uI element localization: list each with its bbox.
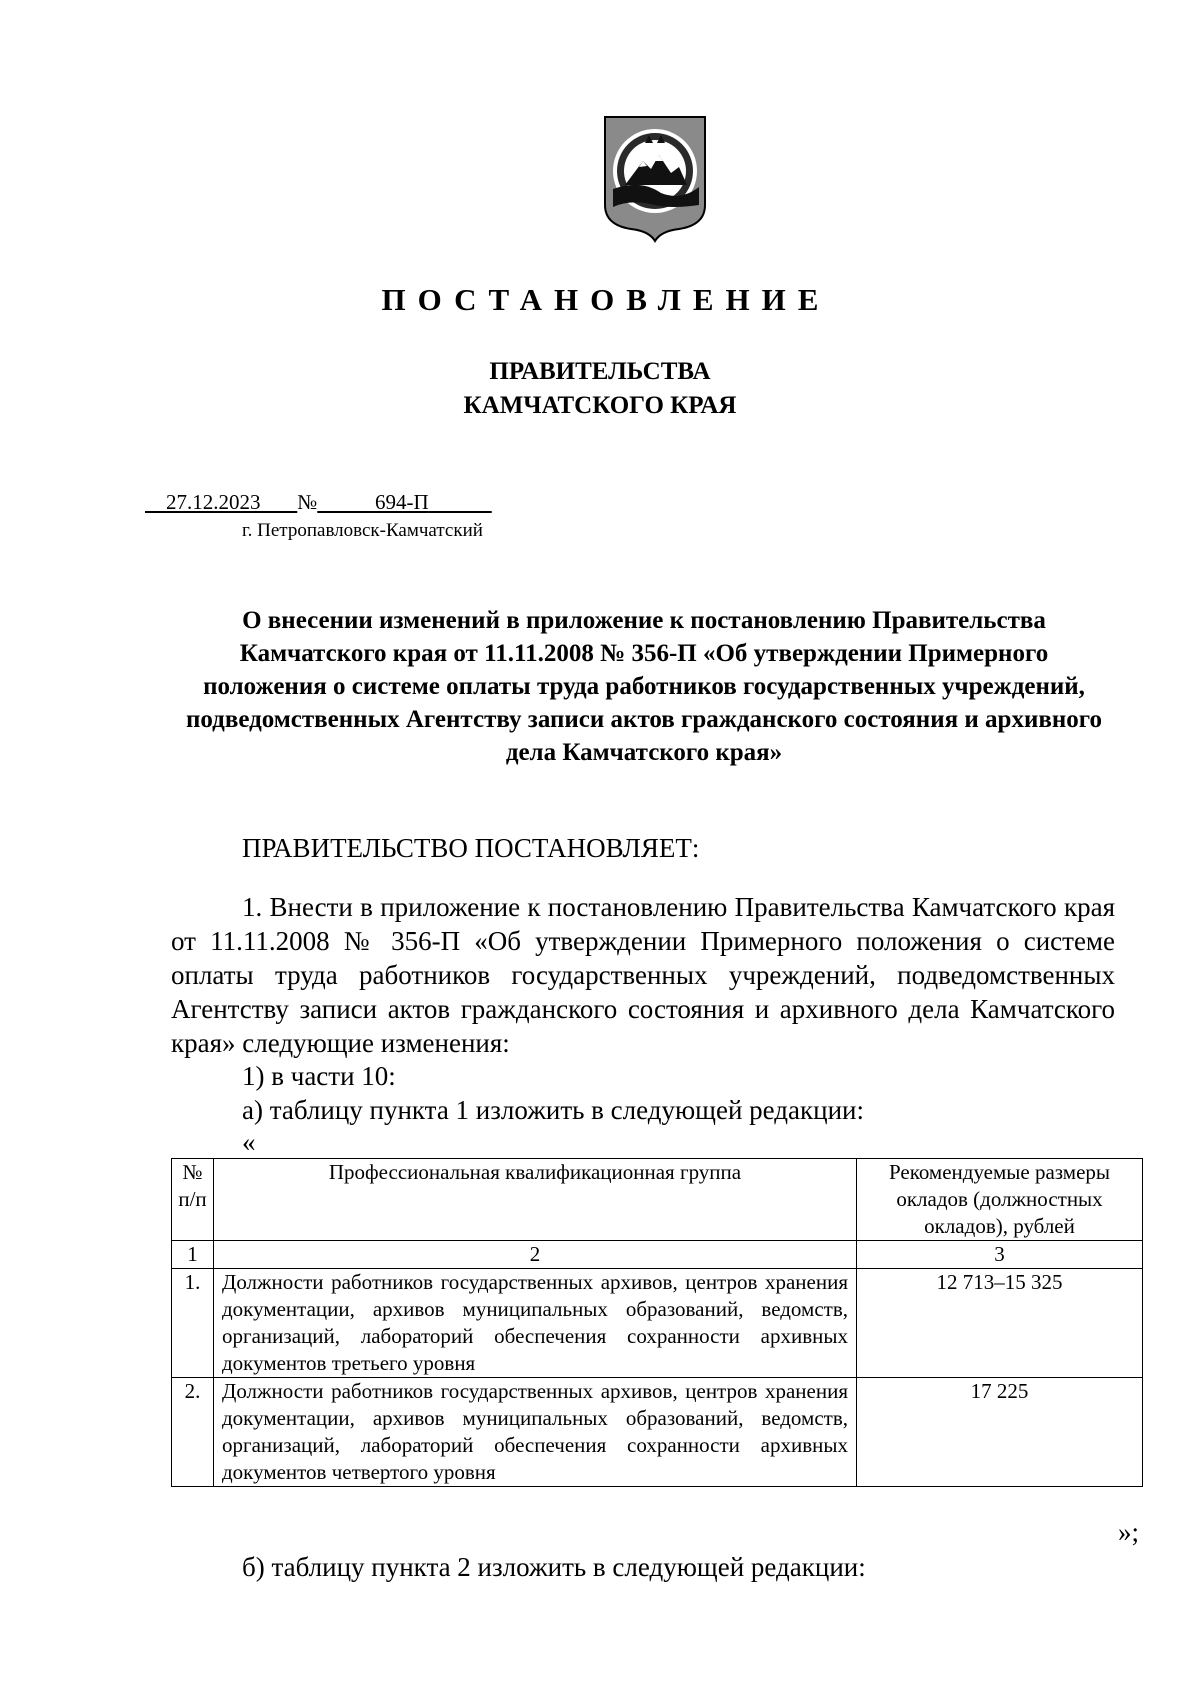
header-group: Профессиональная квалификационная группа: [214, 1159, 857, 1241]
table-row: [172, 1378, 1143, 1487]
row-group: Должности работников государственных архивов, центров хранения документации, архивов муниципальных образований, ведомств, организаций, лабораторий обеспечения сохранности архивных документов третьего уровня: [214, 1269, 857, 1378]
row-number: 2.: [172, 1378, 214, 1487]
salary-table: [171, 1158, 1143, 1487]
row-group: Должности работников государственных архивов, центров хранения документации, архивов муниципальных образований, ведомств, организаций, лабораторий обеспечения сохранности архивных документов четвертого уровня: [214, 1378, 857, 1487]
column-number-2: 2: [214, 1241, 857, 1269]
date-number-line: [145, 490, 492, 515]
close-quote: »;: [1118, 1517, 1140, 1547]
issuer-line-2: КАМЧАТСКОГО КРАЯ: [463, 392, 737, 419]
column-number-1: 1: [172, 1241, 214, 1269]
number-underline-post: [429, 490, 492, 514]
coat-of-arms-icon: [601, 113, 709, 243]
date-underline-post: [261, 490, 298, 514]
number-underline-pre: [317, 490, 375, 514]
document-title: О внесении изменений в приложение к постановлению Правительства Камчатского края от 11.11.2008 № 356-П «Об утверждении Примерного положения о системе оплаты труда работников государственных учреждений, подведомственных Агентству записи актов гражданского состояния и архивного дела Камчатского края»: [185, 607, 1102, 766]
column-number-3: 3: [857, 1241, 1143, 1269]
document-type: ПОСТАНОВЛЕНИЕ: [381, 282, 831, 317]
open-quote: «: [242, 1127, 256, 1157]
item-1: 1) в части 10:: [242, 1061, 396, 1091]
item-1b: б) таблицу пункта 2 изложить в следующей редакции:: [242, 1552, 866, 1582]
document-date: 27.12.2023: [166, 490, 261, 514]
decree-heading: ПРАВИТЕЛЬСТВО ПОСТАНОВЛЯЕТ:: [242, 833, 700, 863]
paragraph-1: 1. Внести в приложение к постановлению Правительства Камчатского края от 11.11.2008 № 356-П «Об утверждении Примерного положения о системе оплаты труда работников государственных учреждений, подведомственных Агентству записи актов гражданского состояния и архивного дела Камчатского края» следующие изменения:: [171, 892, 1115, 1058]
item-1a: а) таблицу пункта 1 изложить в следующей редакции:: [242, 1095, 864, 1125]
document-place: г. Петропавловск-Камчатский: [242, 520, 483, 541]
row-salary: 17 225: [857, 1378, 1143, 1487]
row-salary: 12 713–15 325: [857, 1269, 1143, 1378]
date-underline-pre: [145, 490, 166, 514]
table-header-row: [172, 1159, 1143, 1241]
table-column-numbers-row: [172, 1241, 1143, 1269]
row-number: 1.: [172, 1269, 214, 1378]
header-number: № п/п: [172, 1159, 214, 1241]
issuer-line-1: ПРАВИТЕЛЬСТВА: [489, 358, 711, 385]
header-salary: Рекомендуемые размеры окладов (должностных окладов), рублей: [857, 1159, 1143, 1241]
table-row: [172, 1269, 1143, 1378]
number-sign: №: [297, 490, 318, 514]
issuer: [0, 355, 1200, 423]
document-number: 694-П: [375, 490, 429, 514]
